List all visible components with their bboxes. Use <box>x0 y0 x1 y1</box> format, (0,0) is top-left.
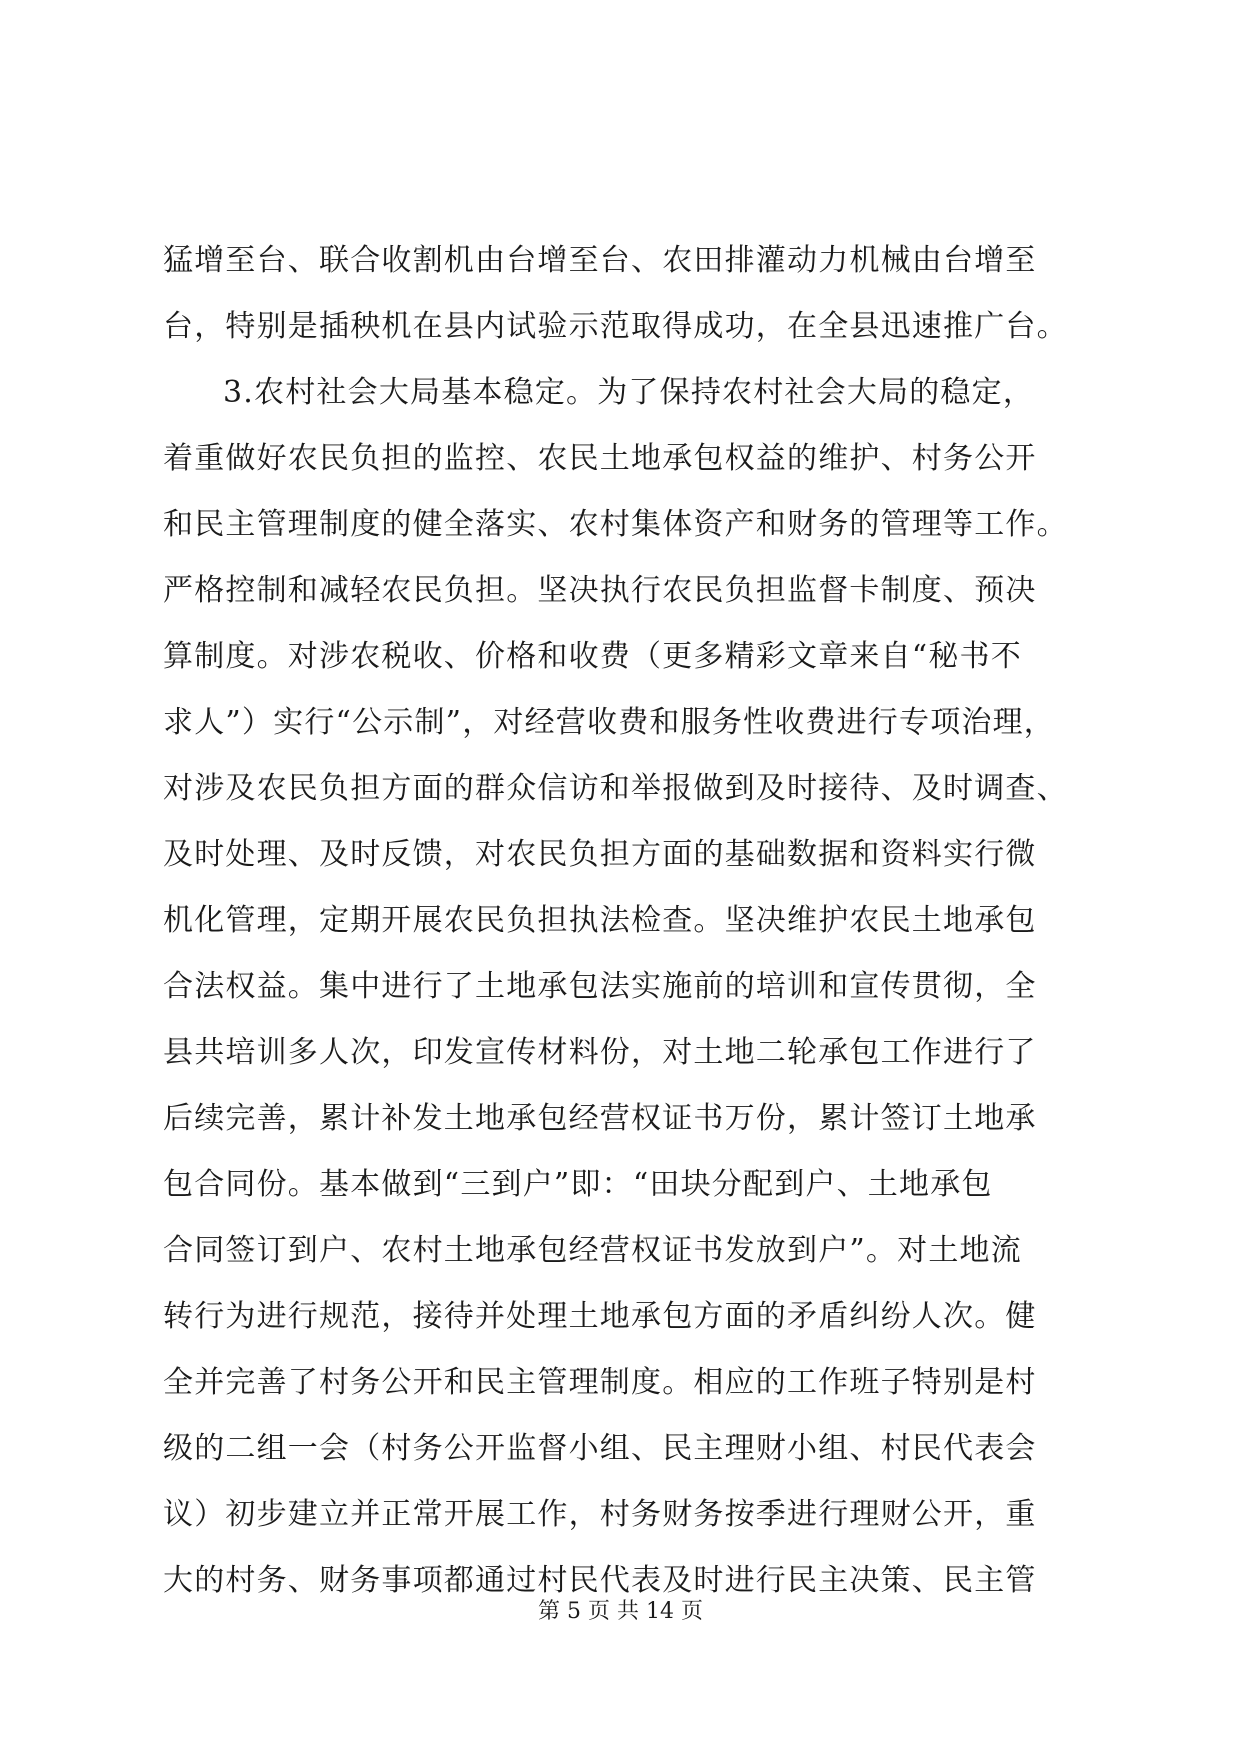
text-line: 大的村务、财务事项都通过村民代表及时进行民主决策、民主管 <box>163 1563 1037 1598</box>
text-line: 着重做好农民负担的监控、农民土地承包权益的维护、村务公开 <box>163 441 1037 476</box>
text-line: 机化管理，定期开展农民负担执法检查。坚决维护农民土地承包 <box>163 903 1037 938</box>
paragraph-start-line: 3.农村社会大局基本稳定。为了保持农村社会大局的稳定， <box>223 375 1035 410</box>
text-line: 算制度。对涉农税收、价格和收费（更多精彩文章来自“秘书不 <box>163 639 1022 674</box>
text-line: 级的二组一会（村务公开监督小组、民主理财小组、村民代表会 <box>163 1431 1037 1466</box>
text-line: 台，特别是插秧机在县内试验示范取得成功，在全县迅速推广台。 <box>163 309 1068 344</box>
text-line: 县共培训多人次，印发宣传材料份，对土地二轮承包工作进行了 <box>163 1035 1037 1070</box>
text-line: 及时处理、及时反馈，对农民负担方面的基础数据和资料实行微 <box>163 837 1037 872</box>
body-text <box>163 228 1081 1614</box>
text-line: 求人”）实行“公示制”，对经营收费和服务性收费进行专项治理， <box>163 705 1056 740</box>
text-line: 后续完善，累计补发土地承包经营权证书万份，累计签订土地承 <box>163 1101 1037 1136</box>
text-line: 合同签订到户、农村土地承包经营权证书发放到户”。对土地流 <box>163 1233 1022 1268</box>
text-line: 对涉及农民负担方面的群众信访和举报做到及时接待、及时调查、 <box>163 771 1068 806</box>
text-line: 严格控制和减轻农民负担。坚决执行农民负担监督卡制度、预决 <box>163 573 1037 608</box>
text-line: 合法权益。集中进行了土地承包法实施前的培训和宣传贯彻，全 <box>163 969 1037 1004</box>
text-line: 猛增至台、联合收割机由台增至台、农田排灌动力机械由台增至 <box>163 243 1037 278</box>
page-footer: 第 5 页 共 14 页 <box>538 1599 703 1624</box>
text-line: 议）初步建立并正常开展工作，村务财务按季进行理财公开，重 <box>163 1497 1037 1532</box>
text-line: 全并完善了村务公开和民主管理制度。相应的工作班子特别是村 <box>163 1365 1037 1400</box>
text-line: 转行为进行规范，接待并处理土地承包方面的矛盾纠纷人次。健 <box>163 1299 1037 1334</box>
text-line: 和民主管理制度的健全落实、农村集体资产和财务的管理等工作。 <box>163 507 1068 542</box>
text-line: 包合同份。基本做到“三到户”即：“田块分配到户、土地承包 <box>163 1167 993 1202</box>
